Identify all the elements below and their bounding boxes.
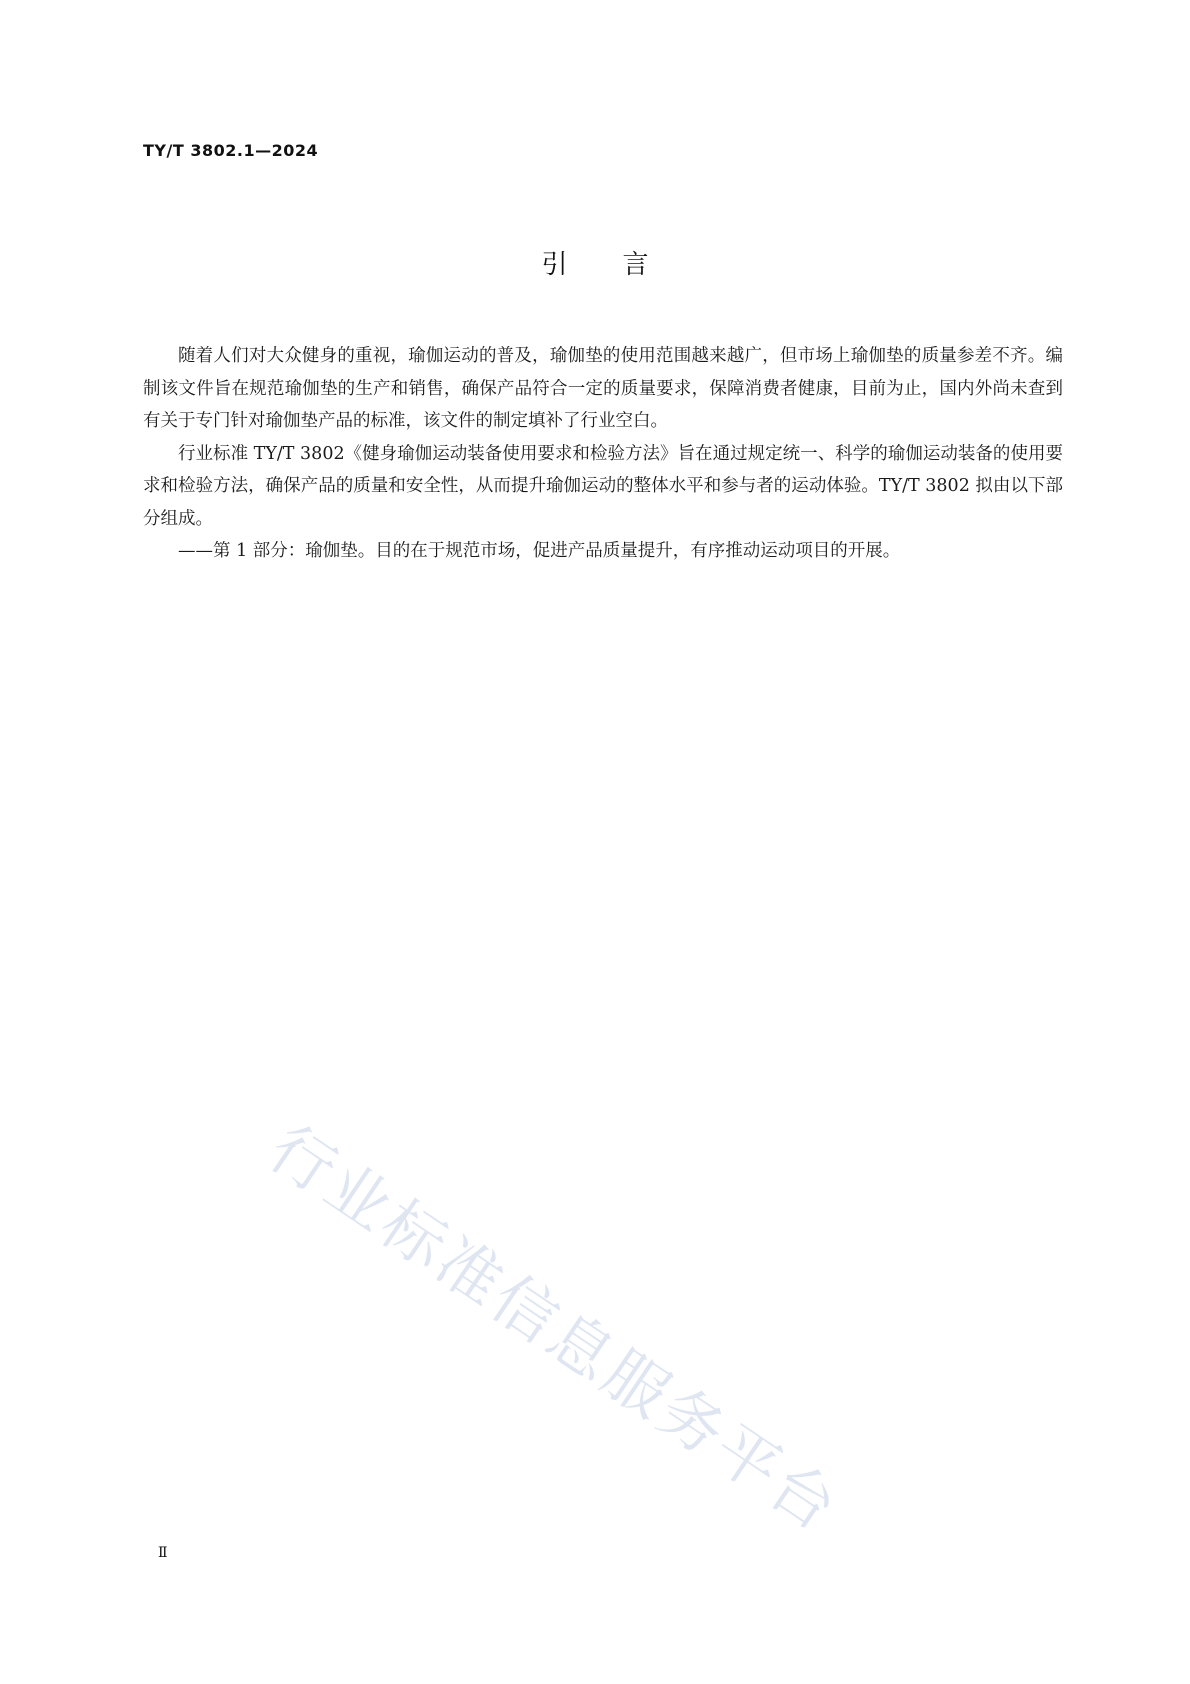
standard-code-header: TY/T 3802.1—2024 [143,141,319,160]
section-title: 引言 [541,250,704,280]
body-text [143,340,1063,568]
paragraph-1: 随着人们对大众健身的重视，瑜伽运动的普及，瑜伽垫的使用范围越来越广，但市场上瑜伽垫的质量参差不齐。编制该文件旨在规范瑜伽垫的生产和销售，确保产品符合一定的质量要求，保障消费者健康，目前为止，国内外尚未查到有关于专门针对瑜伽垫产品的标准，该文件的制定填补了行业空白。 [143,346,1063,431]
watermark: 行业标准信息服务平台 [256,1111,853,1547]
page-number: Ⅱ [158,1545,168,1561]
paragraph-3: ——第 1 部分：瑜伽垫。目的在于规范市场，促进产品质量提升，有序推动运动项目的开展。 [178,541,901,561]
paragraph-2: 行业标准 TY/T 3802《健身瑜伽运动装备使用要求和检验方法》旨在通过规定统一、科学的瑜伽运动装备的使用要求和检验方法，确保产品的质量和安全性，从而提升瑜伽运动的整体水平和参与者的运动体验。TY/T 3802 拟由以下部分组成。 [143,443,1063,529]
